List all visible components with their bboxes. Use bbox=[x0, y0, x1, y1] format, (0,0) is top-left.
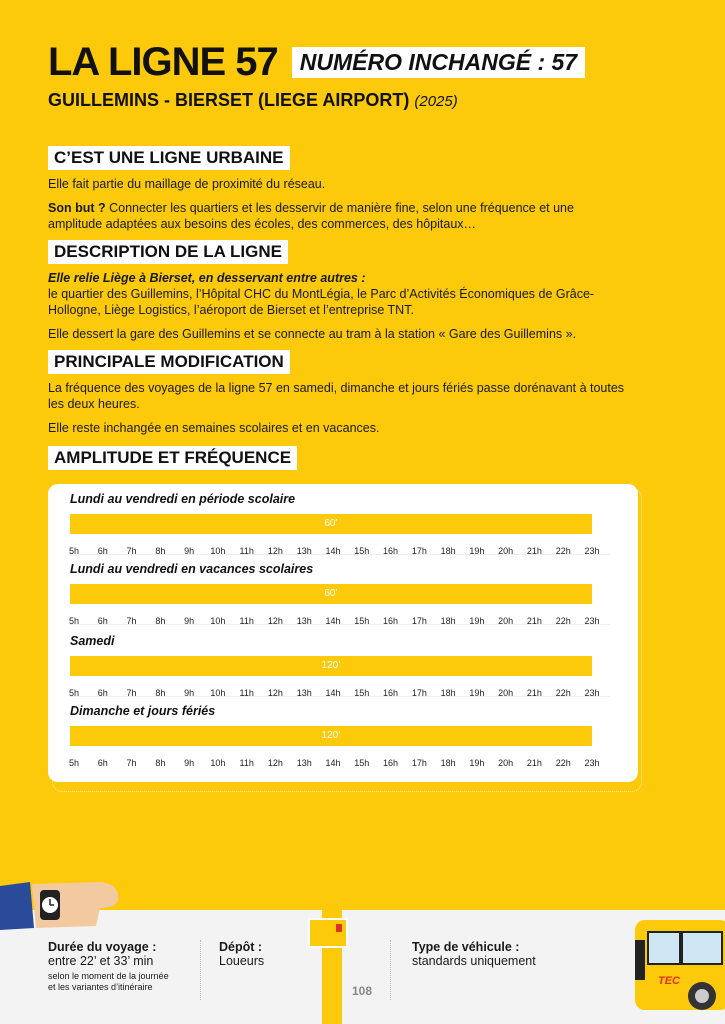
page-number: 108 bbox=[352, 984, 373, 998]
hour-tick-label: 13h bbox=[296, 616, 312, 626]
bus-stop-sign-marker bbox=[336, 924, 342, 932]
route-subtitle bbox=[48, 90, 458, 111]
section-description bbox=[48, 240, 625, 350]
hour-tick-label: 17h bbox=[411, 688, 427, 698]
section-heading-amplitude: AMPLITUDE ET FRÉQUENCE bbox=[48, 446, 297, 470]
hour-tick-label: 7h bbox=[126, 758, 137, 768]
vehicle-value: standards uniquement bbox=[412, 954, 536, 968]
goal-label: Son but ? bbox=[48, 201, 106, 215]
hour-tick-label: 20h bbox=[498, 758, 514, 768]
hour-tick-label: 5h bbox=[68, 758, 80, 768]
hour-tick-label: 14h bbox=[325, 616, 341, 626]
hour-tick-label: 9h bbox=[184, 758, 195, 768]
section-heading-change: PRINCIPALE MODIFICATION bbox=[48, 350, 290, 374]
hour-tick-label: 16h bbox=[383, 546, 399, 556]
bus-icon bbox=[630, 920, 725, 1024]
schedule-row bbox=[48, 562, 608, 626]
hour-tick-label: 18h bbox=[440, 758, 456, 768]
hour-tick-label: 18h bbox=[440, 616, 456, 626]
hour-tick-label: 19h bbox=[469, 616, 485, 626]
hour-tick-label: 17h bbox=[411, 546, 427, 556]
hour-tick-label: 9h bbox=[184, 688, 195, 698]
description-connection: Elle dessert la gare des Guillemins et se connecte au tram à la station « Gare des Guillemins ». bbox=[48, 327, 577, 341]
hour-tick-label: 19h bbox=[469, 688, 485, 698]
hour-tick-label: 12h bbox=[267, 616, 283, 626]
duration-info bbox=[48, 940, 169, 993]
hour-tick-label: 17h bbox=[411, 758, 427, 768]
row-separator bbox=[70, 554, 610, 555]
change-text-1: La fréquence des voyages de la ligne 57 en samedi, dimanche et jours fériés passe dorénavant à toutes les deux heures. bbox=[48, 381, 625, 411]
hour-tick-label: 5h bbox=[68, 546, 80, 556]
footer-divider bbox=[390, 940, 391, 1000]
hour-tick-label: 14h bbox=[325, 546, 341, 556]
hour-tick-label: 14h bbox=[325, 758, 341, 768]
hour-tick-label: 19h bbox=[469, 758, 485, 768]
vehicle-label: Type de véhicule : bbox=[412, 940, 520, 954]
description-intro: Elle relie Liège à Bierset, en desservant entre autres : bbox=[48, 271, 366, 285]
frequency-label: 120’ bbox=[321, 730, 341, 741]
hour-tick-label: 8h bbox=[155, 546, 166, 556]
hour-tick-label: 20h bbox=[498, 546, 514, 556]
service-bar bbox=[70, 726, 592, 746]
description-stops: le quartier des Guillemins, l’Hôpital CHC du MontLégia, le Parc d’Activités Économiques de Grâce-Hollogne, Liège Logistics, l’aéroport de Bierset et l’entreprise TNT. bbox=[48, 287, 595, 317]
section-change bbox=[48, 350, 625, 444]
duration-value: entre 22’ et 33’ min bbox=[48, 954, 154, 968]
hour-tick-label: 18h bbox=[440, 546, 456, 556]
section-urban bbox=[48, 146, 625, 240]
section-amplitude bbox=[48, 446, 625, 476]
frequency-label: 60’ bbox=[324, 588, 338, 599]
depot-label: Dépôt : bbox=[219, 940, 263, 954]
hour-tick-label: 19h bbox=[469, 546, 485, 556]
frequency-label: 120’ bbox=[321, 660, 341, 671]
hour-tick-label: 16h bbox=[383, 688, 399, 698]
hour-tick-label: 10h bbox=[210, 688, 226, 698]
service-bar bbox=[70, 656, 592, 676]
hour-tick-label: 13h bbox=[296, 758, 312, 768]
hour-tick-label: 22h bbox=[555, 758, 571, 768]
hour-tick-label: 21h bbox=[526, 758, 542, 768]
bus-stop-sign bbox=[308, 918, 348, 948]
hour-tick-label: 6h bbox=[97, 688, 108, 698]
bus-stop-post bbox=[322, 898, 342, 1024]
urban-text: Elle fait partie du maillage de proximité du réseau. bbox=[48, 177, 326, 191]
duration-note-1: selon le moment de la journée bbox=[48, 971, 169, 981]
hour-tick-label: 23h bbox=[584, 546, 600, 556]
footer-divider bbox=[200, 940, 201, 1000]
hour-tick-label: 10h bbox=[210, 546, 226, 556]
hour-tick-label: 22h bbox=[555, 688, 571, 698]
depot-info bbox=[219, 940, 264, 968]
hour-tick-label: 11h bbox=[239, 688, 254, 698]
hour-axis bbox=[48, 610, 600, 626]
hour-tick-label: 7h bbox=[126, 546, 137, 556]
hour-tick-label: 14h bbox=[325, 688, 341, 698]
hour-tick-label: 9h bbox=[184, 546, 195, 556]
row-separator bbox=[70, 624, 610, 625]
schedule-row-title: Dimanche et jours fériés bbox=[70, 704, 216, 718]
hour-tick-label: 7h bbox=[126, 688, 137, 698]
hour-tick-label: 8h bbox=[155, 758, 166, 768]
service-bar bbox=[70, 514, 592, 534]
schedule-row bbox=[48, 492, 608, 556]
hour-tick-label: 11h bbox=[239, 546, 254, 556]
hour-axis bbox=[48, 752, 600, 768]
hour-tick-label: 21h bbox=[526, 688, 542, 698]
schedule-row-title: Samedi bbox=[70, 634, 115, 648]
hour-tick-label: 12h bbox=[267, 688, 283, 698]
hour-tick-label: 11h bbox=[239, 758, 254, 768]
hour-tick-label: 15h bbox=[354, 616, 370, 626]
hour-tick-label: 18h bbox=[440, 688, 456, 698]
page-title: LA LIGNE 57 bbox=[48, 40, 278, 84]
hour-tick-label: 20h bbox=[498, 688, 514, 698]
row-separator bbox=[70, 696, 610, 697]
hour-tick-label: 16h bbox=[383, 758, 399, 768]
hour-tick-label: 11h bbox=[239, 616, 254, 626]
hour-tick-label: 23h bbox=[584, 616, 600, 626]
goal-text: Connecter les quartiers et les desservir de manière fine, selon une fréquence et une amplitude adaptées aux besoins des écoles, des commerces, des hôpitaux… bbox=[48, 201, 574, 231]
hour-tick-label: 5h bbox=[68, 688, 80, 698]
hour-tick-label: 9h bbox=[184, 616, 195, 626]
urban-goal bbox=[48, 200, 625, 232]
amplitude-chart bbox=[48, 484, 638, 782]
hour-tick-label: 12h bbox=[267, 758, 283, 768]
hour-tick-label: 10h bbox=[210, 758, 226, 768]
line-number-badge: NUMÉRO INCHANGÉ : 57 bbox=[292, 47, 585, 78]
schedule-row bbox=[48, 634, 608, 698]
hour-tick-label: 22h bbox=[555, 616, 571, 626]
hour-tick-label: 21h bbox=[526, 616, 542, 626]
hour-tick-label: 6h bbox=[97, 616, 108, 626]
wristwatch-arm-icon bbox=[0, 878, 125, 938]
hour-tick-label: 6h bbox=[97, 546, 108, 556]
hour-tick-label: 10h bbox=[210, 616, 226, 626]
section-heading-urban: C’EST UNE LIGNE URBAINE bbox=[48, 146, 290, 170]
hour-axis bbox=[48, 540, 600, 556]
route-name: GUILLEMINS - BIERSET (LIEGE AIRPORT) bbox=[48, 90, 410, 110]
hour-tick-label: 7h bbox=[126, 616, 137, 626]
duration-note-2: et les variantes d’itinéraire bbox=[48, 982, 153, 992]
hour-tick-label: 6h bbox=[97, 758, 108, 768]
hour-tick-label: 5h bbox=[68, 616, 80, 626]
change-text-2: Elle reste inchangée en semaines scolaires et en vacances. bbox=[48, 421, 380, 435]
service-bar bbox=[70, 584, 592, 604]
description-text bbox=[48, 270, 625, 318]
hour-tick-label: 15h bbox=[354, 688, 370, 698]
hour-tick-label: 15h bbox=[354, 758, 370, 768]
hour-tick-label: 17h bbox=[411, 616, 427, 626]
hour-axis bbox=[48, 682, 600, 698]
hour-tick-label: 23h bbox=[584, 758, 600, 768]
schedule-row-title: Lundi au vendredi en vacances scolaires bbox=[70, 562, 314, 576]
section-heading-description: DESCRIPTION DE LA LIGNE bbox=[48, 240, 288, 264]
hour-tick-label: 13h bbox=[296, 546, 312, 556]
route-year: (2025) bbox=[414, 93, 458, 110]
hour-tick-label: 8h bbox=[155, 616, 166, 626]
hour-tick-label: 20h bbox=[498, 616, 514, 626]
schedule-row-title: Lundi au vendredi en période scolaire bbox=[70, 492, 296, 506]
vehicle-info bbox=[412, 940, 536, 968]
hour-tick-label: 23h bbox=[584, 688, 600, 698]
title-row bbox=[48, 40, 585, 85]
hour-tick-label: 16h bbox=[383, 616, 399, 626]
hour-tick-label: 22h bbox=[555, 546, 571, 556]
duration-note bbox=[48, 971, 169, 993]
schedule-row bbox=[48, 704, 608, 768]
depot-value: Loueurs bbox=[219, 954, 265, 968]
hour-tick-label: 8h bbox=[155, 688, 166, 698]
hour-tick-label: 21h bbox=[526, 546, 542, 556]
hour-tick-label: 12h bbox=[267, 546, 283, 556]
bus-logo: TEC bbox=[658, 975, 680, 987]
duration-label: Durée du voyage : bbox=[48, 940, 157, 954]
frequency-label: 60’ bbox=[324, 518, 338, 529]
hour-tick-label: 15h bbox=[354, 546, 370, 556]
hour-tick-label: 13h bbox=[296, 688, 312, 698]
